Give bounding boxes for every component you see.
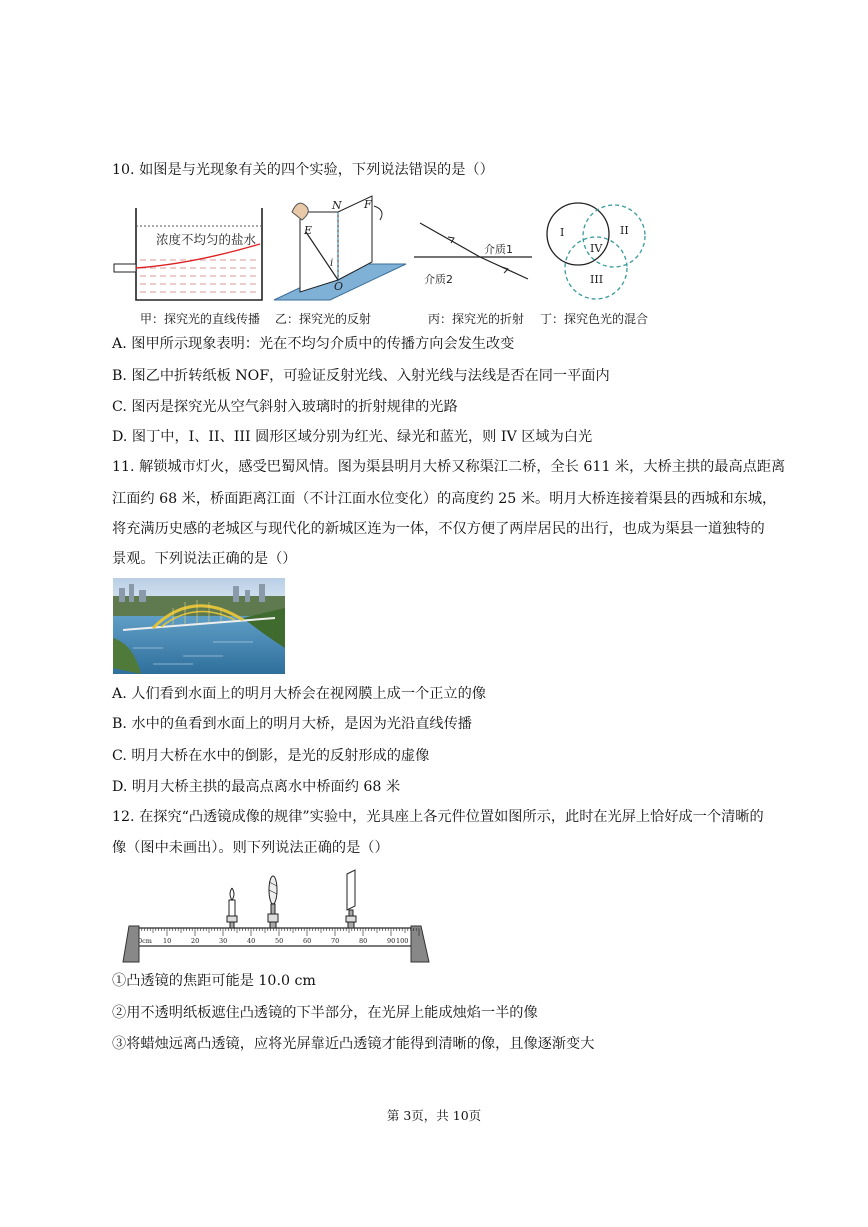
optical-bench: [115, 870, 440, 968]
bench-tick-20: 20: [191, 937, 200, 945]
circle-label-2: II: [620, 224, 629, 237]
tank-label: 浓度不均匀的盐水: [156, 232, 257, 247]
q10-option-c: C. 图丙是探究光从空气斜射入玻璃时的折射规律的光路: [112, 399, 458, 415]
q10-option-b: B. 图乙中折转纸板 NOF，可验证反射光线、入射光线与法线是否在同一平面内: [112, 368, 610, 384]
circle-label-1: I: [560, 226, 565, 239]
q11-option-b: B. 水中的鱼看到水面上的明月大桥，是因为光沿直线传播: [112, 716, 472, 732]
mirror-label-n: N: [332, 199, 342, 212]
q10-stem: 10. 如图是与光现象有关的四个实验，下列说法错误的是（）: [112, 162, 494, 178]
caption-jia: 甲：探究光的直线传播: [140, 312, 261, 326]
medium1-label: 介质1: [484, 243, 513, 256]
q10-option-d: D. 图丁中，I、II、III 圆形区域分别为红光、绿光和蓝光，则 IV 区域为白光: [112, 429, 593, 445]
bench-tick-10: 10: [163, 937, 172, 945]
mirror-label-f: F: [364, 198, 372, 211]
caption-ding: 丁：探究色光的混合: [540, 312, 649, 326]
q12-statement-3: ③将蜡烛远离凸透镜，应将光屏靠近凸透镜才能得到清晰的像，且像逐渐变大: [112, 1036, 595, 1052]
q12-statement-1: ①凸透镜的焦距可能是 10.0 cm: [112, 973, 316, 989]
bench-tick-0: 0cm: [138, 937, 152, 945]
bench-tick-70: 70: [331, 937, 340, 945]
mirror-label-o: O: [334, 280, 344, 293]
figure-tank: [112, 200, 272, 310]
q12-stem-line-2: 像（图中未画出）。则下列说法正确的是（）: [112, 840, 389, 856]
q12-statement-2: ②用不透明纸板遮住凸透镜的下半部分，在光屏上能成烛焰一半的像: [112, 1005, 538, 1021]
bench-tick-80: 80: [359, 937, 368, 945]
light-screen: [346, 870, 356, 928]
bench-tick-50: 50: [275, 937, 284, 945]
q10-option-a: A. 图甲所示现象表明：光在不均匀介质中的传播方向会发生改变: [112, 336, 515, 352]
bench-tick-60: 60: [303, 937, 312, 945]
q11-stem-line-3: 将充满历史感的老城区与现代化的新城区连为一体，不仅方便了两岸居民的出行，也成为渠县一道独特的: [112, 521, 765, 537]
bench-tick-30: 30: [219, 937, 228, 945]
q11-stem-line-2: 江面约 68 米，桥面距离江面（不计江面水位变化）的高度约 25 米。明月大桥连接着渠县的西城和东城，: [112, 491, 777, 507]
bench-tick-40: 40: [247, 937, 256, 945]
caption-yi: 乙：探究光的反射: [275, 312, 372, 326]
convex-lens: [268, 876, 278, 928]
mirror-label-i: i: [330, 258, 334, 269]
q11-option-a: A. 人们看到水面上的明月大桥会在视网膜上成一个正立的像: [112, 686, 486, 702]
medium2-label: 介质2: [424, 273, 453, 286]
q12-stem-line-1: 12. 在探究“凸透镜成像的规律”实验中，光具座上各元件位置如图所示，此时在光屏上恰好成一个清晰的: [112, 809, 764, 825]
figure-mirror: [270, 192, 410, 310]
candle: [227, 888, 237, 928]
figure-color-circles: [540, 200, 650, 304]
circle-label-4: IV: [590, 242, 603, 255]
bridge-photo: [113, 578, 285, 674]
bench-tick-90: 90: [387, 937, 396, 945]
page-footer: 第 3页，共 10页: [386, 1108, 482, 1123]
q11-option-d: D. 明月大桥主拱的最高点离水中桥面约 68 米: [112, 779, 401, 795]
caption-bing: 丙：探究光的折射: [428, 312, 525, 326]
q11-option-c: C. 明月大桥在水中的倒影，是光的反射形成的虚像: [112, 748, 430, 764]
circle-label-3: III: [590, 273, 604, 286]
q11-stem-line-1: 11. 解锁城市灯火，感受巴蜀风情。图为渠县明月大桥又称渠江二桥，全长 611 米，大桥主拱的最高点距离: [112, 459, 786, 475]
figure-refraction: [410, 215, 535, 295]
mirror-label-e: E: [304, 224, 313, 237]
bench-tick-100: 100: [396, 937, 409, 945]
q11-stem-line-4: 景观。下列说法正确的是（）: [112, 551, 297, 567]
